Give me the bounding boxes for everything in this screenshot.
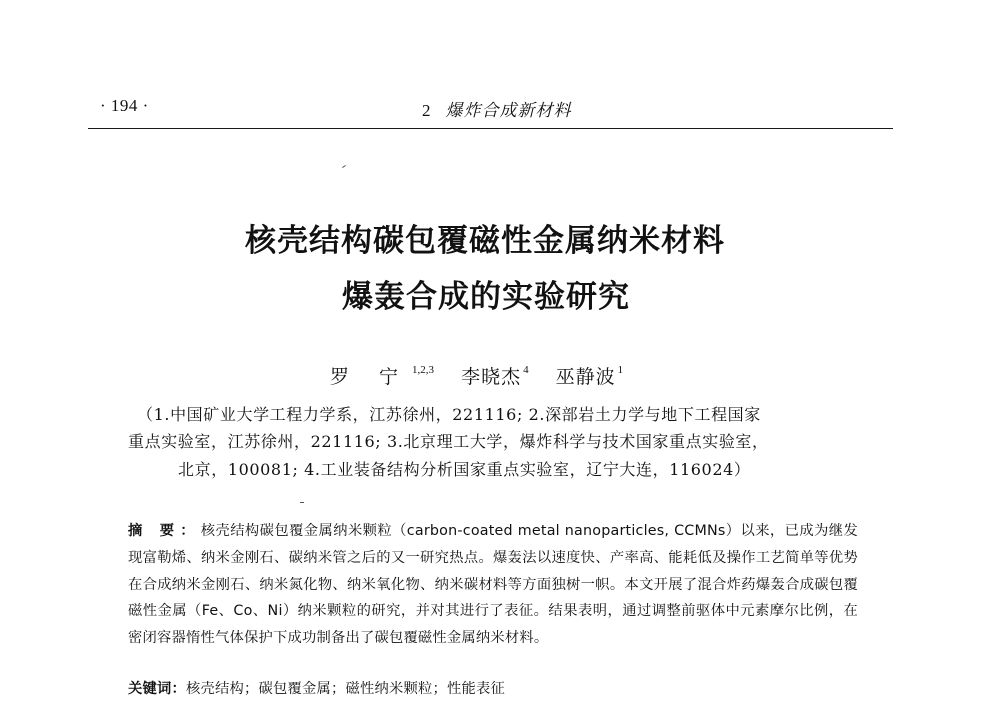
section-heading (422, 96, 572, 121)
author-list (330, 362, 643, 389)
affiliation-line: 重点实验室，江苏徐州，221116; 3.北京理工大学，爆炸科学与技术国家重点实验室， (128, 432, 769, 451)
author-name: 罗 宁 (330, 366, 411, 388)
keyword: ； 性能表征 (432, 681, 505, 697)
author-affiliation-marks: 1,2,3 (412, 364, 435, 376)
scan-speck (342, 165, 346, 168)
keywords (128, 678, 505, 698)
section-name: 爆炸合成新材料 (445, 101, 572, 121)
author (461, 366, 529, 388)
author-name: 李晓杰 (461, 366, 522, 388)
author (330, 366, 434, 388)
keywords-label: 关键词： (128, 681, 186, 697)
keyword: ； 磁性纳米颗粒 (331, 681, 432, 697)
running-header (100, 96, 890, 124)
keyword: ； 碳包覆金属 (244, 681, 331, 697)
author-affiliation-marks: 4 (523, 364, 529, 376)
keyword: 核壳结构 (186, 681, 244, 697)
abstract-label: 摘 要： (128, 523, 201, 539)
abstract-text: 核壳结构碳包覆金属纳米颗粒（carbon-coated metal nanoparticles, CCMNs）以来，已成为继发现富勒烯、纳米金刚石、碳纳米管之后的又一研究热点。爆轰法以速度快、产率高、能耗低及操作工艺简单等优势在合成纳米金刚石、纳米氮化物、纳米氧化物、纳米碳材料等方面独树一帜。本文开展了混合炸药爆轰合成碳包覆磁性金属（Fe、Co、Ni）纳米颗粒的研究，并对其进行了表征。结果表明，通过调整前驱体中元素摩尔比例，在密闭容器惰性气体保护下成功制备出了碳包覆磁性金属纳米材料。 (128, 523, 859, 647)
affiliation-line: 北京，100081; 4.工业装备结构分析国家重点实验室，辽宁大连，116024） (178, 460, 751, 479)
paper-title-line-2: 爆轰合成的实验研究 (342, 279, 630, 315)
author (556, 366, 624, 388)
scan-speck (300, 502, 304, 503)
paper-title-line-1: 核壳结构碳包覆磁性金属纳米材料 (245, 223, 725, 259)
affiliation-line: （1.中国矿业大学工程力学系，江苏徐州，221116; 2.深部岩土力学与地下工程国家 (137, 405, 761, 424)
header-rule (88, 128, 893, 129)
page-number: · 194 · (100, 96, 149, 115)
author-affiliation-marks: 1 (617, 364, 624, 376)
author-name: 巫静波 (555, 366, 616, 388)
abstract (128, 518, 858, 652)
section-number: 2 (422, 101, 432, 120)
